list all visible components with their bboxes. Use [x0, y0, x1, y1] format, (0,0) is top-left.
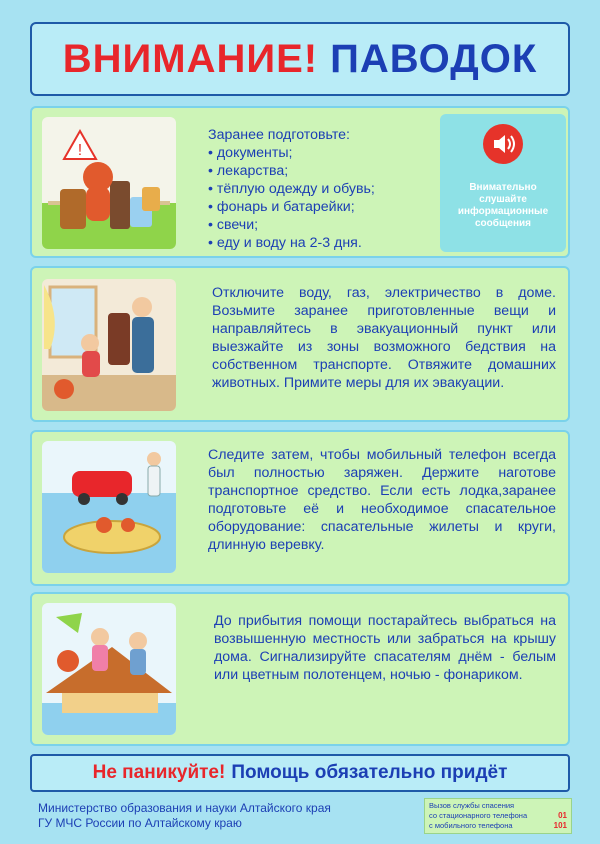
- title-flood: ПАВОДОК: [330, 36, 538, 81]
- footer-ministry: Министерство образования и науки Алтайского края: [38, 801, 331, 815]
- panel-phone-boat: [30, 430, 570, 586]
- prepare-item: • еду и воду на 2-3 дня.: [208, 235, 362, 251]
- phones-mobile-row: [429, 821, 567, 831]
- poster-title: [30, 22, 570, 96]
- prepare-item: • фонарь и батарейки;: [208, 199, 355, 215]
- phones-landline-number: 01: [558, 811, 567, 820]
- phones-landline-label: со стационарного телефона: [429, 811, 528, 820]
- prepare-item: • свечи;: [208, 217, 259, 233]
- slogan-banner: [30, 754, 570, 792]
- footer-emercom: ГУ МЧС России по Алтайскому краю: [38, 816, 242, 830]
- illustration-leaving-home: [42, 279, 176, 411]
- phone-boat-text: Следите затем, чтобы мобильный телефон всегда был полностью заряжен. Держите наготове транспортное средство. Если есть лодка,заранее подготовьте её и необходимое спасательное оборудование: спасательные жилеты и круги, длинную веревку.: [208, 447, 556, 553]
- illustration-packing: [42, 117, 176, 249]
- prepare-item: • документы;: [208, 145, 293, 161]
- slogan-help-comes: Помощь обязательно придёт: [231, 762, 508, 783]
- prepare-item: • лекарства;: [208, 163, 289, 179]
- title-attention: ВНИМАНИЕ!: [62, 36, 319, 81]
- prepare-list: [208, 126, 432, 252]
- signal-text: До прибытия помощи постарайтесь выбраться на возвышенную местность или забраться на крышу дома. Сигнализируйте спасателям днём - белым или цветным полотенцем, ночью - фонариком.: [214, 613, 556, 683]
- listen-messages-box: [440, 114, 566, 252]
- phones-mobile-label: с мобильного телефона: [429, 821, 513, 830]
- illustration-boat: [42, 441, 176, 573]
- listen-messages-text: Внимательно слушайте информационные сообщения: [457, 182, 549, 229]
- slogan-dont-panic: Не паникуйте!: [92, 762, 226, 783]
- illustration-roof: [42, 603, 176, 735]
- emergency-phones-box: [424, 798, 572, 834]
- prepare-item: • тёплую одежду и обувь;: [208, 181, 375, 197]
- svg-text:!: !: [77, 142, 83, 159]
- phones-landline-row: [429, 811, 567, 821]
- panel-signal: [30, 592, 570, 746]
- evacuate-text: Отключите воду, газ, электричество в доме. Возьмите заранее приготовленные вещи и направляйтесь в эвакуационный пункт или выезжайте из зоны возможного бедствия на собственном транспорте. Отвяжите домашних животных. Примите меры для их эвакуации.: [212, 285, 556, 391]
- speaker-icon: [483, 124, 523, 164]
- panel-evacuate: [30, 266, 570, 422]
- phones-mobile-number: 101: [553, 821, 567, 830]
- prepare-heading: Заранее подготовьте:: [208, 127, 350, 143]
- panel-prepare: [30, 106, 570, 258]
- footer-organizations: [38, 801, 331, 831]
- phones-heading: Вызов службы спасения: [429, 801, 515, 810]
